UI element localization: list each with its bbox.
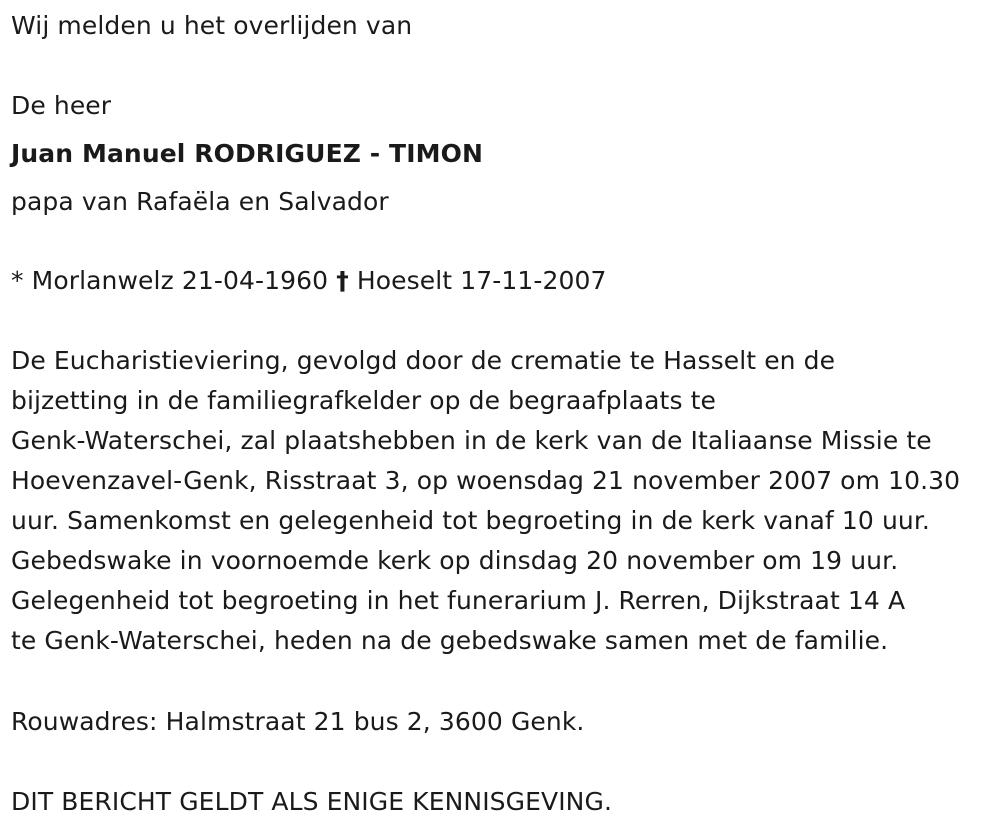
cross-icon: † xyxy=(336,266,349,295)
ceremony-line: uur. Samenkomst en gelegenheid tot begroeting in de kerk vanaf 10 uur. xyxy=(11,506,930,535)
ceremony-line: te Genk-Waterschei, heden na de gebedswake samen met de familie. xyxy=(11,626,889,655)
intro-text: Wij melden u het overlijden van xyxy=(11,11,413,40)
ceremony-line: Hoevenzavel-Genk, Risstraat 3, op woensdag 21 november 2007 om 10.30 xyxy=(11,466,961,495)
death-info: Hoeselt 17-11-2007 xyxy=(356,266,607,295)
deceased-name: Juan Manuel RODRIGUEZ - TIMON xyxy=(11,139,483,168)
honorific: De heer xyxy=(11,91,112,120)
mourning-address: Rouwadres: Halmstraat 21 bus 2, 3600 Genk. xyxy=(11,707,585,736)
ceremony-line: bijzetting in de familiegrafkelder op de begraafplaats te xyxy=(11,386,717,415)
ceremony-line: Genk-Waterschei, zal plaatshebben in de kerk van de Italiaanse Missie te xyxy=(11,426,932,455)
life-dates xyxy=(11,261,607,301)
birth-info: * Morlanwelz 21-04-1960 xyxy=(11,266,329,295)
ceremony-details xyxy=(11,341,960,661)
ceremony-line: Gebedswake in voornoemde kerk op dinsdag 20 november om 19 uur. xyxy=(11,546,899,575)
ceremony-line: De Eucharistieviering, gevolgd door de crematie te Hasselt en de xyxy=(11,346,836,375)
family-relation: papa van Rafaëla en Salvador xyxy=(11,187,389,216)
ceremony-line: Gelegenheid tot begroeting in het funerarium J. Rerren, Dijkstraat 14 A xyxy=(11,586,906,615)
closing-notice: DIT BERICHT GELDT ALS ENIGE KENNISGEVING. xyxy=(11,787,612,816)
